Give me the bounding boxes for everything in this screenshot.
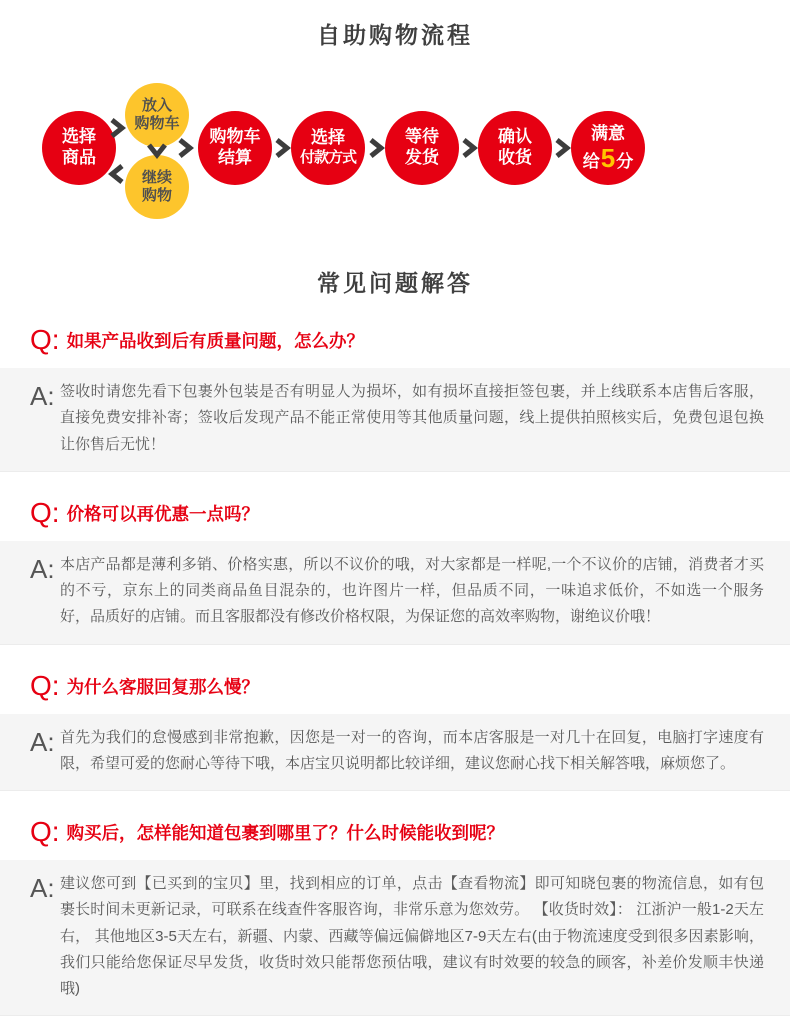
arrow-right-icon [553,138,571,158]
question-text: 为什么客服回复那么慢？ [66,676,260,697]
five-points-highlight: 5 [600,142,616,173]
flow-step-rate-five-stars [571,111,645,185]
faq-question-row [0,497,790,529]
answer-text: 首先为我们的怠慢感到非常抱歉，因您是一对一的咨询，而本店客服是一对几十在回复，电脑打字速度有限，希望可爱的您耐心等待下哦，本店宝贝说明都比较详细，建议您耐心找下相关解答哦，麻烦您了。 [60,728,764,772]
faq-item-quality-issue [0,324,790,472]
flow-step-label: 满意 [591,123,625,143]
faq-answer-block [0,860,790,1016]
faq-question-row [0,324,790,356]
section-heading-faq [0,254,790,312]
question-prefix: Q: [30,669,60,701]
faq-answer-block [0,714,790,792]
flow-step-confirm-receipt [478,111,552,185]
flow-step-select-product [42,111,116,185]
arrow-right-icon [367,138,385,158]
question-prefix: Q: [30,496,60,528]
answer-prefix: A: [30,553,55,584]
shopping-flow-diagram [0,78,790,236]
faq-answer-block [0,541,790,645]
flow-step-label: 放入 [141,96,172,114]
flow-step-label: 选择 [62,127,96,147]
faq-heading-title: 常见问题解答 [297,254,493,312]
faq-list [0,324,790,1016]
flow-step-label: 继续 [141,168,172,186]
section-heading-process [0,6,790,64]
flow-step-label: 购物车 [134,115,180,132]
answer-text: 本店产品都是薄利多销、价格实惠，所以不议价的哦，对大家都是一样呢,一个不议价的店铺，消费者才买的不亏，京东上的同类商品鱼目混杂的，也许图片一样，但品质不同，一味追求低价，不如选一个服务好，品质好的店铺。而且客服都没有修改价格权限，为保证您的高效率购物，谢绝议价哦！ [60,555,764,626]
flow-step-label: 购物车 [209,127,261,147]
answer-prefix: A: [30,726,55,757]
flow-step-label: 发货 [405,148,439,167]
answer-prefix: A: [30,873,55,903]
flow-step-await-shipment [385,111,459,185]
faq-answer-block [0,368,790,472]
flow-step-label: 商品 [62,148,96,167]
flow-step-continue-shopping [125,155,189,219]
flow-step-label: 购物 [141,187,172,204]
arrow-down-icon [147,141,167,159]
arrow-right-icon [273,138,291,158]
question-text: 如果产品收到后有质量问题，怎么办？ [66,331,365,351]
flow-step-label: 给5分 [582,142,634,173]
flow-step-label: 付款方式 [299,149,356,167]
flow-step-cart-checkout [198,111,272,185]
flow-step-choose-payment [291,111,365,185]
flow-step-label: 结算 [218,148,252,167]
flow-step-label: 选择 [311,128,345,148]
question-prefix: Q: [30,816,60,847]
faq-question-row [0,670,790,702]
flow-step-label: 确认 [498,127,532,147]
faq-item-price-discount [0,497,790,645]
answer-text: 签收时请您先看下包裹外包装是否有明显人为损坏，如有损坏直接拒签包裹，并上线联系本店售后客服，直接免费安排补寄；签收后发现产品不能正常使用等其他质量问题，线上提供拍照核实后，免费包退包换让你售后无忧！ [60,383,764,453]
flow-step-label: 等待 [405,127,439,147]
faq-item-track-package [0,816,790,1016]
faq-item-slow-reply [0,670,790,792]
process-heading-title: 自助购物流程 [297,6,493,64]
arrow-right-icon [176,138,194,158]
arrow-left-icon [108,164,126,184]
question-prefix: Q: [30,324,60,355]
question-text: 购买后，怎样能知道包裹到哪里了？什么时候能收到呢？ [66,823,505,843]
arrow-right-icon [460,138,478,158]
answer-prefix: A: [30,381,55,411]
answer-text: 建议您可到【已买到的宝贝】里，找到相应的订单，点击【查看物流】即可知晓包裹的物流信息，如有包裹长时间未更新记录，可联系在线查件客服咨询，非常乐意为您效劳。 【收货时效】： 江浙沪一般1-2天左右， 其他地区3-5天左右，新疆、内蒙、西藏等偏远偏僻地区7-9天左右(由于物流速度受到很多因素影响， 我们只能给您保证尽早发货，收货时效只能帮您预估哦，建议有时效要的较急的顾客，补差价发顺丰快递哦) [60,875,764,997]
arrow-right-icon [108,118,126,138]
faq-question-row [0,816,790,848]
flow-step-label: 收货 [498,148,532,167]
question-text: 价格可以再优惠一点吗？ [66,503,260,524]
